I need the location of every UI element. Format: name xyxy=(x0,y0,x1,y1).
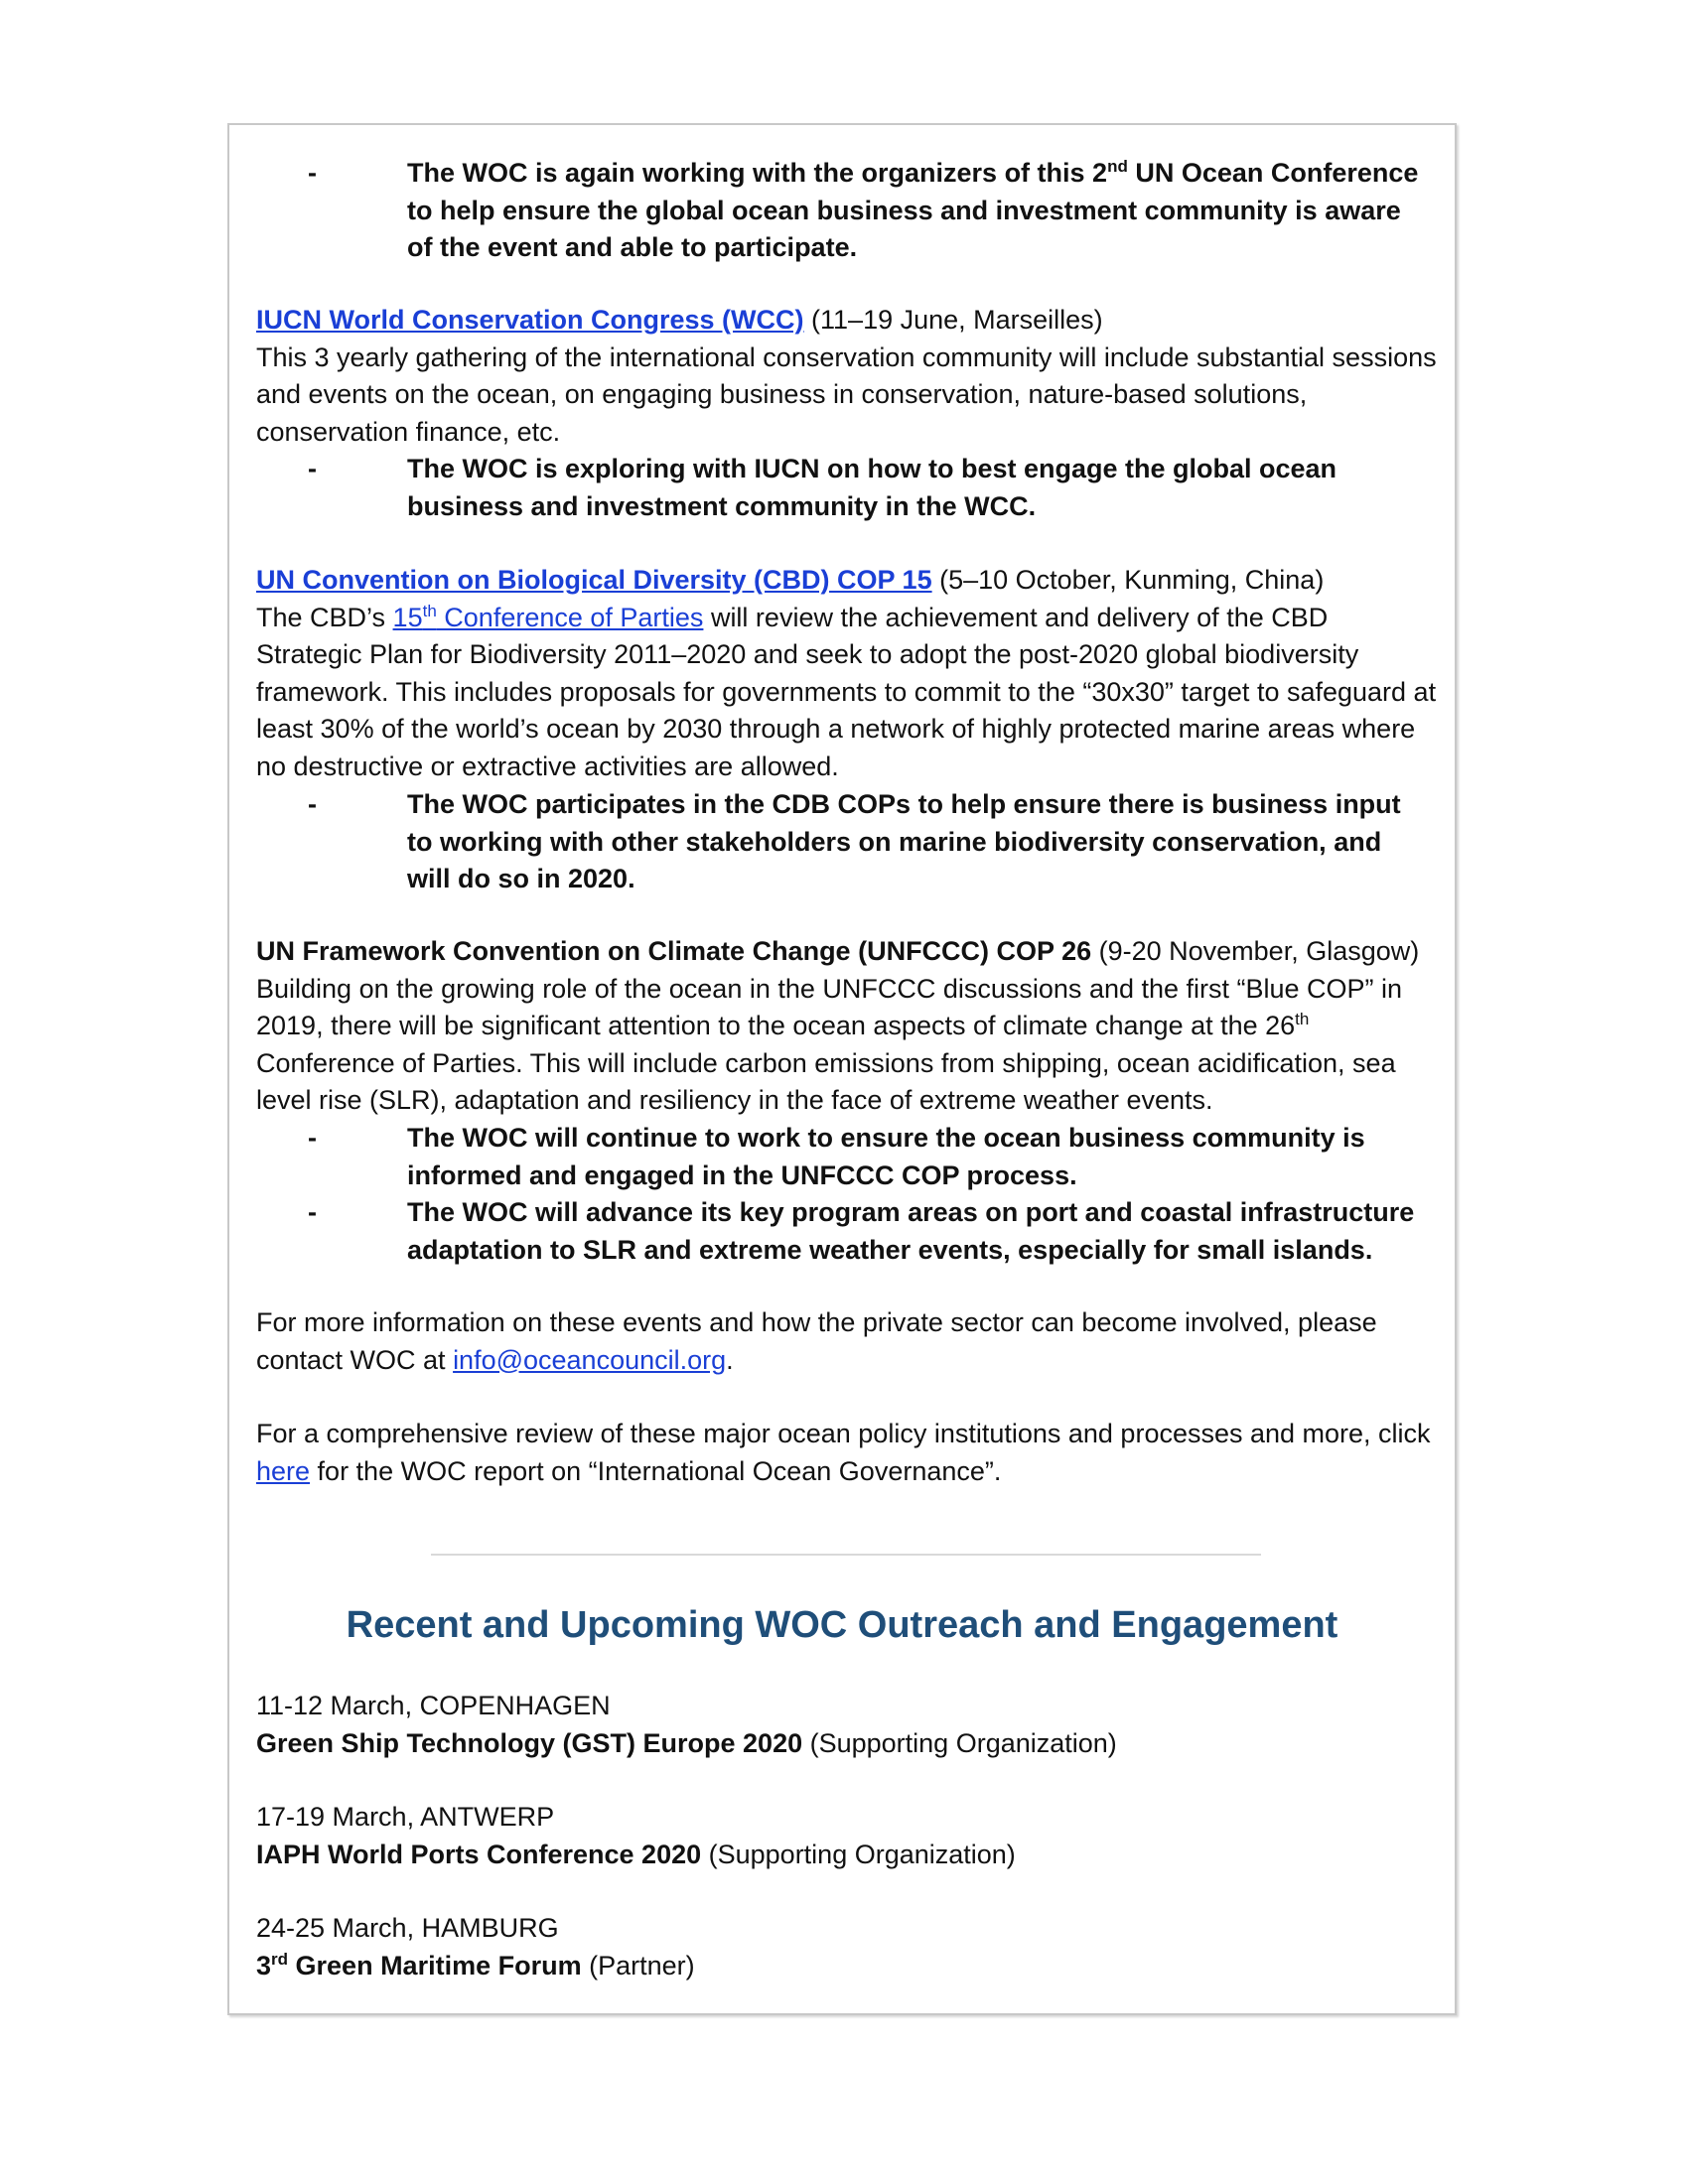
intro-bullet-text: The WOC is again working with the organizers of this 2nd UN Ocean Conference to help ensure the global ocean business and investment community is aware of the event and able to participate. xyxy=(407,157,1419,262)
section-heading: Recent and Upcoming WOC Outreach and Engagement xyxy=(346,1604,1338,1646)
contact-paragraph: For more information on these events and how the private sector can become involved, please contact WOC at info@oceancouncil.org. xyxy=(256,1307,1377,1375)
here-link[interactable]: here xyxy=(256,1455,311,1486)
wcc-section xyxy=(256,302,1438,451)
unfccc-section xyxy=(256,933,1438,1120)
wcc-body: This 3 yearly gathering of the international conservation community will include substantial sessions and events on the ocean, on engaging business in conservation, nature-based solutions, conservation finance, etc. xyxy=(256,341,1437,447)
bullet-dash: - xyxy=(308,1197,317,1227)
bullet-dash: - xyxy=(308,454,317,483)
event-item xyxy=(256,1910,1438,1984)
event-date: 17-19 March, ANTWERP xyxy=(256,1802,555,1832)
cbd-section xyxy=(256,562,1438,785)
wcc-link[interactable]: IUCN World Conservation Congress (WCC) xyxy=(256,305,804,335)
wcc-heading: IUCN World Conservation Congress (WCC) (11–19 June, Marseilles) xyxy=(256,305,1103,335)
bullet-dash: - xyxy=(308,158,317,188)
event-title: Green Ship Technology (GST) Europe 2020 (Supporting Organization) xyxy=(256,1727,1117,1758)
wcc-bullet-text: The WOC is exploring with IUCN on how to best engage the global ocean business and investment community in the WCC. xyxy=(407,454,1337,521)
cbd-heading: UN Convention on Biological Diversity (CBD) COP 15 (5–10 October, Kunming, China) xyxy=(256,565,1325,595)
conference-of-parties-link[interactable]: 15th Conference of Parties xyxy=(392,601,704,632)
section-divider xyxy=(431,1554,1261,1556)
event-date: 11-12 March, COPENHAGEN xyxy=(256,1691,611,1720)
cbd-link[interactable]: UN Convention on Biological Diversity (CBD) COP 15 xyxy=(256,565,932,595)
cbd-body: The CBD’s 15th Conference of Parties will review the achievement and delivery of the CBD Strategic Plan for Biodiversity 2011–2020 and seek to adopt the post-2020 global biodiversity framework. This includes proposals for governments to commit to the “30x30” target to safeguard at least 30% of the world’s ocean by 2030 through a network of highly protected marine areas where no destructive or extractive activities are allowed. xyxy=(256,601,1437,781)
unfccc-bullet-2-text: The WOC will advance its key program areas on port and coastal infrastructure adaptation to SLR and extreme weather events, especially for small islands. xyxy=(407,1197,1415,1265)
unfccc-body: Building on the growing role of the ocean in the UNFCCC discussions and the first “Blue COP” in 2019, there will be significant attention to the ocean aspects of climate change at the 26th Conference of Parties. This will include carbon emissions from shipping, ocean acidification, sea level rise (SLR), adaptation and resiliency in the face of extreme weather events. xyxy=(256,973,1403,1115)
event-title: IAPH World Ports Conference 2020 (Supporting Organization) xyxy=(256,1839,1016,1869)
event-date: 24-25 March, HAMBURG xyxy=(256,1913,559,1943)
event-item xyxy=(256,1799,1438,1873)
bullet-dash: - xyxy=(308,789,317,819)
unfccc-bullet-1-text: The WOC will continue to work to ensure the ocean business community is informed and engaged in the UNFCCC COP process. xyxy=(407,1123,1365,1190)
cbd-bullet-text: The WOC participates in the CDB COPs to help ensure there is business input to working with other stakeholders on marine biodiversity conservation, and will do so in 2020. xyxy=(407,789,1401,893)
unfccc-heading: UN Framework Convention on Climate Change (UNFCCC) COP 26 (9-20 November, Glasgow) xyxy=(256,936,1420,966)
bullet-dash: - xyxy=(308,1123,317,1153)
event-title: 3rd Green Maritime Forum (Partner) xyxy=(256,1949,695,1980)
review-paragraph: For a comprehensive review of these major ocean policy institutions and processes and more, click here for the WOC report on “International Ocean Governance”. xyxy=(256,1419,1431,1486)
email-link[interactable]: info@oceancouncil.org xyxy=(453,1344,727,1375)
event-item xyxy=(256,1688,1438,1762)
